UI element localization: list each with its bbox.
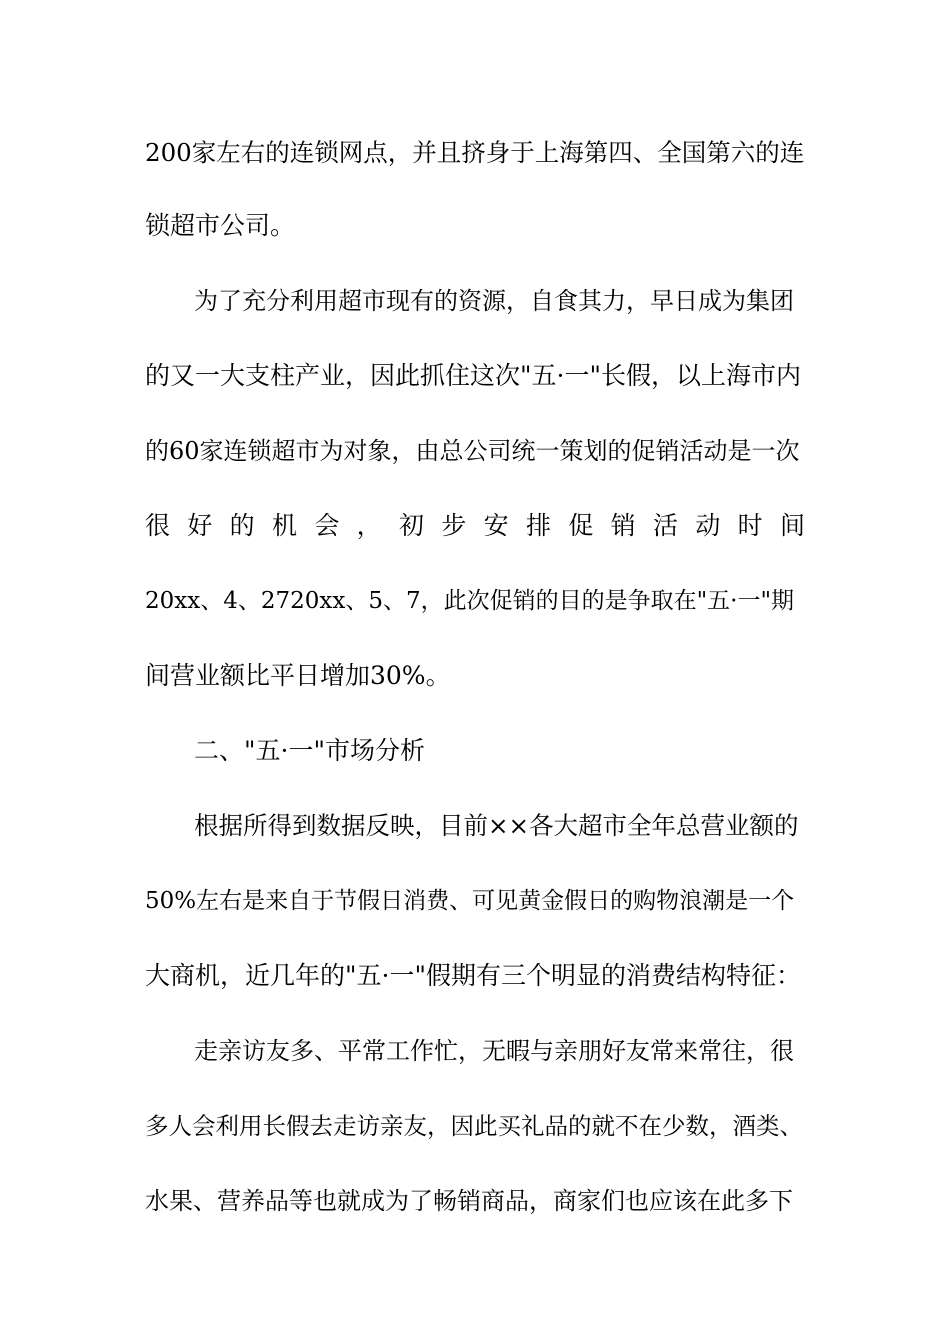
- paragraph-line: 水果、营养品等也就成为了畅销商品，商家们也应该在此多下: [145, 1187, 793, 1215]
- paragraph-line: 根据所得到数据反映，目前××各大超市全年总营业额的: [194, 811, 799, 840]
- paragraph-line: 锁超市公司。: [145, 211, 296, 240]
- paragraph-line: 的又一大支柱产业，因此抓住这次"五·一"长假，以上海市内: [145, 361, 801, 390]
- paragraph-line: 大商机，近几年的"五·一"假期有三个明显的消费结构特征：: [145, 961, 801, 990]
- paragraph-line: 多人会利用长假去走访亲友，因此买礼品的就不在少数，酒类、: [145, 1112, 803, 1140]
- paragraph-line: 间营业额比平日增加30%。: [145, 661, 451, 690]
- section-heading: 二、"五·一"市场分析: [194, 736, 425, 765]
- paragraph-line: 很好的机会，初步安排促销活动时间: [145, 511, 805, 540]
- paragraph-line: 为了充分利用超市现有的资源，自食其力，早日成为集团: [194, 287, 794, 315]
- paragraph-line: 50%左右是来自于节假日消费、可见黄金假日的购物浪潮是一个: [145, 888, 795, 914]
- paragraph-line: 20xx、4、2720xx、5、7，此次促销的目的是争取在"五·一"期: [145, 588, 795, 614]
- paragraph-line: 走亲访友多、平常工作忙，无暇与亲朋好友常来常往，很: [194, 1037, 794, 1065]
- paragraph-line: 200家左右的连锁网点，并且挤身于上海第四、全国第六的连: [145, 138, 805, 167]
- paragraph-line: 的60家连锁超市为对象，由总公司统一策划的促销活动是一次: [145, 437, 800, 465]
